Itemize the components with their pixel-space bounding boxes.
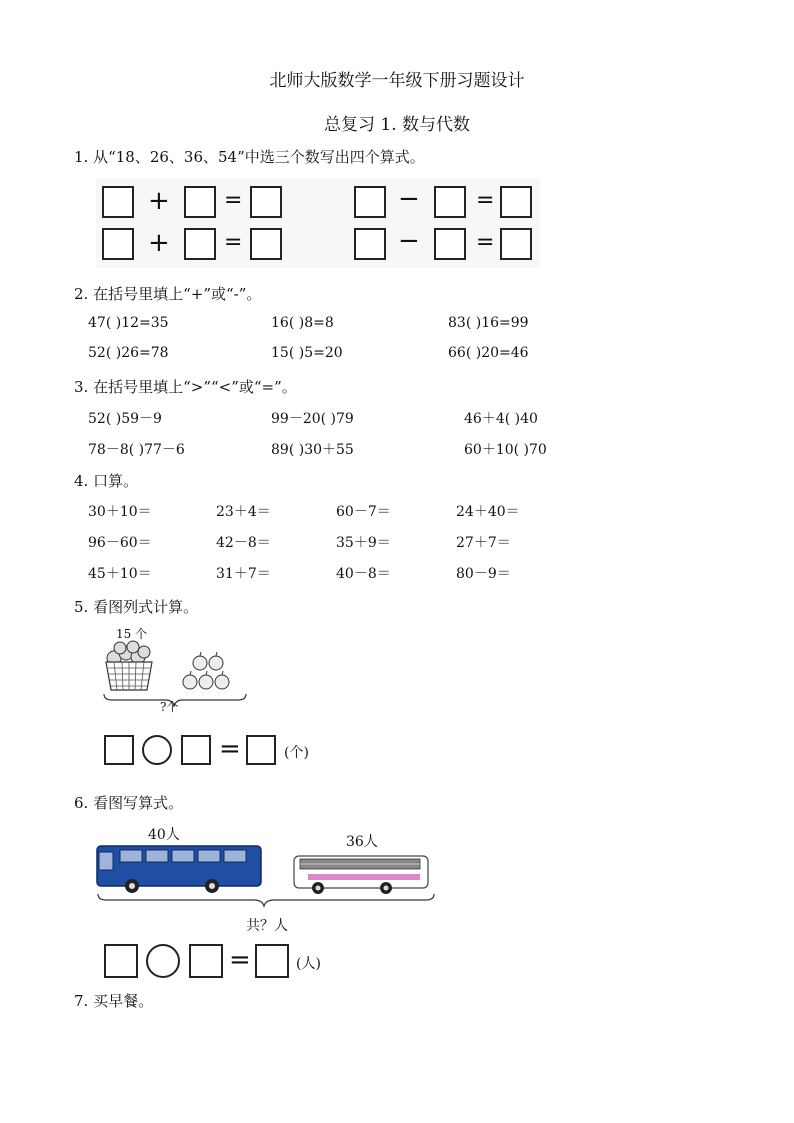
white-bus-icon	[294, 856, 428, 894]
answer-box[interactable]	[500, 228, 532, 260]
q2-item[interactable]: 83( )16=99	[448, 315, 529, 331]
answer-box[interactable]	[250, 228, 282, 260]
answer-box[interactable]	[102, 228, 134, 260]
question-2-prompt: 2. 在括号里填上“+”或“-”。	[74, 285, 262, 303]
question-7-prompt: 7. 买早餐。	[74, 992, 154, 1010]
answer-box[interactable]	[184, 186, 216, 218]
answer-box[interactable]	[250, 186, 282, 218]
q3-item[interactable]: 60＋10( )70	[464, 442, 547, 458]
plus-sign: +	[148, 228, 170, 258]
answer-box[interactable]	[104, 944, 138, 978]
answer-box[interactable]	[189, 944, 223, 978]
bus2-count-label: 36人	[346, 834, 378, 850]
equals-sign: =	[224, 230, 243, 255]
section-subtitle: 总复习 1. 数与代数	[323, 115, 471, 135]
answer-box[interactable]	[500, 186, 532, 218]
answer-box[interactable]	[434, 228, 466, 260]
q4-item[interactable]: 31＋7＝	[216, 566, 271, 582]
question-1-prompt: 1. 从“18、26、36、54”中选三个数写出四个算式。	[74, 148, 425, 166]
equals-sign: =	[224, 188, 243, 213]
operator-circle[interactable]	[146, 944, 180, 978]
question-4-prompt: 4. 口算。	[74, 472, 139, 490]
blue-bus-icon	[97, 846, 261, 893]
question-6-prompt: 6. 看图写算式。	[74, 794, 184, 812]
buses-illustration	[94, 842, 439, 910]
minus-sign: −	[398, 226, 420, 256]
q4-item[interactable]: 35＋9＝	[336, 535, 391, 551]
q3-item[interactable]: 46＋4( )40	[464, 411, 538, 427]
q3-item[interactable]: 52( )59－9	[88, 411, 162, 427]
q3-item[interactable]: 78－8( )77－6	[88, 442, 185, 458]
q4-item[interactable]: 40－8＝	[336, 566, 391, 582]
answer-box[interactable]	[104, 735, 134, 765]
equals-sign: =	[476, 230, 495, 255]
question-5-prompt: 5. 看图列式计算。	[74, 598, 199, 616]
q4-item[interactable]: 45＋10＝	[88, 566, 152, 582]
q2-item[interactable]: 66( )20=46	[448, 345, 529, 361]
question-3-prompt: 3. 在括号里填上“>”“<”或“=”。	[74, 378, 297, 396]
answer-box[interactable]	[434, 186, 466, 218]
q3-item[interactable]: 89( )30＋55	[271, 442, 354, 458]
q4-item[interactable]: 96－60＝	[88, 535, 152, 551]
total-question-label: ?个	[160, 700, 179, 714]
q4-item[interactable]: 80－9＝	[456, 566, 511, 582]
basket-icon	[106, 662, 152, 690]
total-people-label: 共？人	[246, 918, 288, 934]
basket-count-label: 15 个	[116, 627, 148, 641]
q2-item[interactable]: 15( )5=20	[271, 345, 343, 361]
q1-equation-grid	[96, 178, 540, 268]
unit-label: (个)	[284, 745, 309, 761]
q4-item[interactable]: 24＋40＝	[456, 504, 520, 520]
answer-box[interactable]	[246, 735, 276, 765]
page-title: 北师大版数学一年级下册习题设计	[269, 71, 525, 91]
q2-item[interactable]: 47( )12=35	[88, 315, 169, 331]
equals-sign: =	[229, 945, 251, 975]
q4-item[interactable]: 60－7＝	[336, 504, 391, 520]
answer-box[interactable]	[184, 228, 216, 260]
q4-item[interactable]: 27＋7＝	[456, 535, 511, 551]
unit-label: (人)	[296, 956, 321, 972]
equals-sign: =	[219, 734, 241, 764]
answer-box[interactable]	[181, 735, 211, 765]
answer-box[interactable]	[354, 228, 386, 260]
equals-sign: =	[476, 188, 495, 213]
loose-apples-icon	[183, 652, 229, 689]
q2-item[interactable]: 52( )26=78	[88, 345, 169, 361]
q3-item[interactable]: 99－20( )79	[271, 411, 354, 427]
total-brace	[98, 894, 434, 906]
answer-box[interactable]	[255, 944, 289, 978]
bus1-count-label: 40人	[148, 827, 180, 843]
q4-item[interactable]: 42－8＝	[216, 535, 271, 551]
plus-sign: +	[148, 186, 170, 216]
answer-box[interactable]	[102, 186, 134, 218]
q4-item[interactable]: 23＋4＝	[216, 504, 271, 520]
minus-sign: −	[398, 184, 420, 214]
operator-circle[interactable]	[142, 735, 172, 765]
q4-item[interactable]: 30＋10＝	[88, 504, 152, 520]
answer-box[interactable]	[354, 186, 386, 218]
q2-item[interactable]: 16( )8=8	[271, 315, 334, 331]
